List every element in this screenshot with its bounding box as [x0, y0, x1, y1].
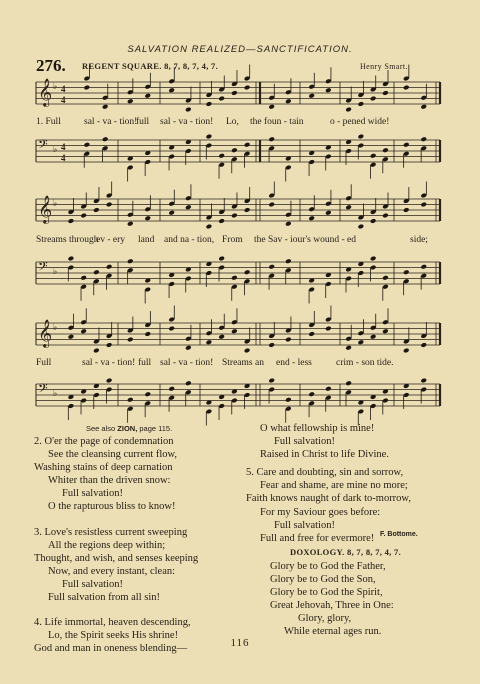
doxology-heading [290, 547, 401, 557]
note-head [206, 224, 213, 230]
note-head [382, 275, 389, 281]
note-head [127, 337, 134, 343]
note-head [218, 256, 225, 262]
note-head [80, 328, 87, 334]
lyric-syllable: the Sav - iour's wound - ed [254, 235, 356, 245]
note-head [144, 391, 151, 397]
note-head [244, 142, 251, 148]
verse-line: Fear and shame, are mine no more; [260, 480, 408, 492]
flat-icon: ♭ [53, 82, 58, 92]
note-head [185, 204, 192, 210]
note-head [403, 348, 410, 354]
note-head [218, 334, 225, 340]
lyric-syllable: From [222, 235, 243, 245]
note-head [127, 98, 134, 104]
bass-clef-icon: 𝄢 [38, 381, 48, 399]
verses-right-column [246, 422, 411, 545]
verse-line: For my Saviour goes before: [260, 506, 381, 518]
note-head [127, 397, 134, 403]
note-head [231, 275, 238, 281]
lyric-syllable: full [136, 117, 150, 127]
verse-line: 5. Care and doubting, sin and sorrow, [246, 467, 404, 479]
verse-line: Full salvation! [62, 488, 123, 500]
see-also-note [86, 424, 172, 433]
note-head [68, 256, 75, 262]
note-head [325, 326, 332, 332]
note-head [382, 328, 389, 334]
doxology-title: DOXOLOGY. [290, 547, 345, 557]
verse-line: Raised in Christ to life Divine. [260, 449, 389, 461]
note-head [68, 334, 75, 340]
flat-icon: ♭ [53, 199, 58, 209]
note-head [420, 104, 427, 110]
verse-line: Full salvation from all sin! [48, 592, 160, 604]
lyric-syllable: sal - va - tion! [160, 358, 214, 368]
tune-name: REGENT SQUARE. [82, 61, 162, 71]
note-head [370, 153, 377, 159]
note-head [218, 218, 225, 224]
note-head [345, 204, 352, 210]
lyric-syllable: sal - va - tion! [160, 117, 214, 127]
note-head [268, 264, 275, 270]
lyric-syllable: sal - va - tion! [82, 358, 136, 368]
note-head [285, 98, 292, 104]
verse-line: O what fellowship is mine! [260, 423, 375, 434]
verse-line: Washing stains of deep carnation [34, 462, 173, 474]
verse-line: Faith knows naught of dark to-morrow, [246, 493, 411, 505]
lyric-syllable: the foun - tain [250, 117, 304, 127]
note-head [308, 93, 315, 99]
note-head [420, 136, 427, 142]
page-number: 116 [230, 637, 250, 649]
note-head [93, 207, 100, 213]
doxology-line: Glory, glory, [298, 613, 352, 625]
verse-line: 4. Life immortal, heaven descending, [34, 617, 191, 629]
note-head [168, 210, 175, 216]
verse-line: Thought, and wish, and senses keeping [34, 552, 199, 564]
bass-clef-icon: 𝄢 [38, 137, 48, 155]
lyric-syllable: Lo, [226, 117, 239, 127]
note-head [345, 380, 352, 386]
note-head [325, 87, 332, 93]
verse-line: O the rapturous bliss to know! [48, 501, 176, 513]
time-signature: 4 [61, 95, 66, 105]
note-head [420, 342, 427, 348]
lyric-syllable: Full [36, 358, 52, 368]
lyric-syllable: Streams through [36, 235, 99, 245]
doxology-line: Great Jehovah, Three in One: [270, 600, 394, 612]
note-head [218, 96, 225, 102]
note-head [403, 269, 410, 275]
note-head [106, 202, 113, 208]
note-head [420, 202, 427, 208]
verse-line: Now, and every instant, clean: [48, 565, 176, 577]
verse-line: All the regions deep within; [48, 539, 166, 551]
verse-line: Full salvation! [274, 519, 335, 531]
section-header: SALVATION REALIZED—SANCTIFICATION. [127, 44, 353, 55]
note-head [358, 339, 365, 345]
note-head [168, 87, 175, 93]
note-head [244, 269, 251, 275]
note-head [285, 221, 292, 227]
note-head [370, 334, 377, 340]
flat-icon: ♭ [53, 323, 58, 333]
verse-line: See the cleansing current flow, [48, 449, 178, 461]
verses-left-column [34, 435, 198, 655]
note-head [325, 210, 332, 216]
note-head [244, 207, 251, 213]
note-head [84, 85, 91, 91]
note-head [403, 85, 410, 91]
treble-clef-icon: 𝄞 [38, 195, 53, 223]
lyric-syllable: sal - va - tion! [84, 117, 138, 127]
note-head [358, 134, 365, 140]
note-head [185, 345, 192, 351]
doxology-meter: 8, 7, 8, 7, 4, 7. [347, 547, 401, 557]
note-head [102, 136, 109, 142]
see-also-tune: ZION, [117, 424, 138, 433]
lyric-syllable: and na - tion, [164, 235, 215, 245]
note-head [218, 153, 225, 159]
note-head [285, 397, 292, 403]
doxology-line: Glory be to God the Son, [270, 574, 376, 586]
note-head [106, 378, 113, 384]
note-head [206, 339, 213, 345]
see-also-page: page 115. [139, 424, 173, 433]
verse-line: Whiter than the driven snow: [48, 475, 171, 487]
note-head [93, 269, 100, 275]
note-head [127, 221, 134, 227]
note-head [168, 326, 175, 332]
author-attribution: F. Bottome. [380, 531, 418, 538]
note-head [206, 101, 213, 107]
composer-name: Henry Smart. [360, 62, 408, 71]
bass-clef-icon: 𝄢 [38, 259, 48, 277]
note-head [106, 264, 113, 270]
note-head [370, 256, 377, 262]
note-head [144, 215, 151, 221]
lyric-syllable: side; [410, 235, 428, 245]
note-head [231, 90, 238, 96]
note-head [231, 147, 238, 153]
note-head [84, 142, 91, 148]
note-head [420, 264, 427, 270]
note-head [268, 378, 275, 384]
time-signature: 4 [61, 84, 66, 94]
treble-clef-icon: 𝄞 [38, 78, 53, 106]
treble-clef-icon: 𝄞 [38, 319, 53, 347]
note-head [127, 258, 134, 264]
lyric-syllable: 1. Full [36, 117, 61, 127]
verse-line: 3. Love's resistless current sweeping [34, 526, 188, 538]
note-head [268, 202, 275, 208]
note-head [308, 391, 315, 397]
lyric-syllable: Streams an [222, 358, 264, 368]
note-head [382, 90, 389, 96]
verse-line: Lo, the Spirit seeks His shrine! [48, 630, 179, 642]
note-head [268, 136, 275, 142]
note-head [358, 101, 365, 107]
note-head [325, 386, 332, 392]
flat-icon: ♭ [53, 145, 58, 155]
note-head [403, 207, 410, 213]
hymn-number: 276. [36, 56, 66, 75]
note-head [268, 342, 275, 348]
lyric-syllable: ev - ery [96, 235, 126, 245]
note-head [358, 224, 365, 230]
note-head [93, 348, 100, 354]
doxology-line: Glory be to God the Spirit, [270, 587, 383, 599]
note-head [244, 348, 251, 354]
note-head [185, 380, 192, 386]
note-head [308, 331, 315, 337]
note-head [370, 218, 377, 224]
verse-line: Full and free for evermore! [260, 532, 375, 544]
verse-line: God and man in oneness blending— [34, 643, 188, 655]
note-head [102, 104, 109, 110]
note-head [144, 93, 151, 99]
verse-line: Full salvation! [62, 578, 123, 590]
lyric-syllable: end - less [276, 358, 312, 368]
note-head [80, 275, 87, 281]
verse-line: Full salvation! [274, 436, 335, 448]
lyric-syllable: o - pened wide! [330, 117, 390, 127]
note-head [80, 213, 87, 219]
note-head [185, 107, 192, 113]
lyric-syllable: crim - son tide. [336, 358, 394, 368]
note-head [345, 345, 352, 351]
note-head [268, 104, 275, 110]
see-also-prefix: See also [86, 424, 116, 433]
note-head [370, 96, 377, 102]
note-head [285, 337, 292, 343]
lyric-syllable: full [138, 358, 152, 368]
note-head [382, 213, 389, 219]
doxology-line: Glory be to God the Father, [270, 561, 386, 572]
flat-icon: ♭ [53, 389, 58, 399]
note-head [420, 378, 427, 384]
verse-line: 2. O'er the page of condemnation [34, 436, 174, 447]
note-head [345, 107, 352, 113]
note-head [144, 331, 151, 337]
doxology-line: While eternal ages run. [284, 626, 382, 638]
tune-meter: 8, 7, 8, 7, 4, 7. [164, 61, 219, 71]
time-signature: 4 [61, 153, 66, 163]
note-head [308, 215, 315, 221]
note-head [206, 134, 213, 140]
note-head [285, 258, 292, 264]
note-head [168, 386, 175, 392]
flat-icon: ♭ [53, 267, 58, 277]
note-head [106, 342, 113, 348]
time-signature: 4 [61, 142, 66, 152]
note-head [403, 142, 410, 148]
note-head [244, 85, 251, 91]
note-head [231, 328, 238, 334]
note-head [68, 218, 75, 224]
doxology-text [270, 560, 394, 639]
lyric-syllable: land [138, 235, 155, 245]
note-head [231, 213, 238, 219]
note-head [382, 147, 389, 153]
